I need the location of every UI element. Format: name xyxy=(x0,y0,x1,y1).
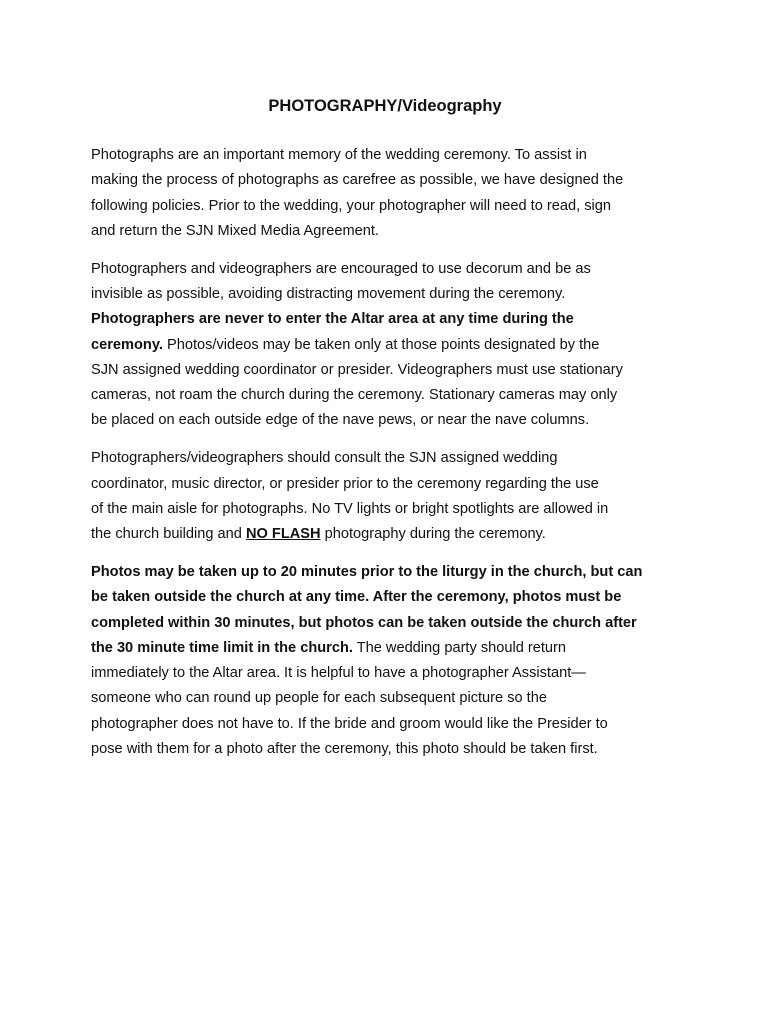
text-run: Photographers/videographers should consult the SJN assigned wedding xyxy=(91,450,558,467)
text-run: making the process of photographs as carefree as possible, we have designed the xyxy=(91,172,624,189)
bold-text: be taken outside the church at any time. After the ceremony, photos must be xyxy=(91,589,622,606)
text-run: Photos/videos may be taken only at those points designated by the xyxy=(162,336,600,353)
text-run: SJN assigned wedding coordinator or presider. Videographers must use stationary xyxy=(91,361,623,378)
text-line xyxy=(91,333,691,358)
text-line xyxy=(91,661,691,686)
bold-text: Photographers are never to enter the Altar area at any time during the xyxy=(91,311,574,328)
text-run: of the main aisle for photographs. No TV lights or bright spotlights are allowed in xyxy=(91,500,609,517)
text-run: pose with them for a photo after the ceremony, this photo should be taken first. xyxy=(91,741,598,758)
text-line xyxy=(91,686,691,711)
text-line xyxy=(91,446,691,471)
text-line xyxy=(91,522,691,547)
bold-text: the 30 minute time limit in the church. xyxy=(91,639,353,656)
text-line xyxy=(91,472,691,497)
text-line xyxy=(91,712,691,737)
text-line xyxy=(91,358,691,383)
text-run: invisible as possible, avoiding distracting movement during the ceremony. xyxy=(91,285,566,302)
text-line xyxy=(91,408,691,433)
paragraph xyxy=(91,143,691,244)
document-title: PHOTOGRAPHY/Videography xyxy=(268,97,502,115)
bold-text: completed within 30 minutes, but photos can be taken outside the church after xyxy=(91,614,637,631)
text-run: The wedding party should return xyxy=(352,639,567,656)
paragraph xyxy=(91,257,691,434)
text-line xyxy=(91,282,691,307)
document-body xyxy=(91,143,691,775)
text-run: Photographs are an important memory of the wedding ceremony. To assist in xyxy=(91,147,587,163)
text-run: the church building and xyxy=(91,526,246,543)
text-run: photographer does not have to. If the bride and groom would like the Presider to xyxy=(91,715,608,732)
text-run: and return the SJN Mixed Media Agreement. xyxy=(91,222,379,239)
text-run: following policies. Prior to the wedding, your photographer will need to read, sign xyxy=(91,197,612,214)
text-line xyxy=(91,257,691,282)
text-run: immediately to the Altar area. It is helpful to have a photographer Assistant— xyxy=(91,665,586,682)
text-line xyxy=(91,143,691,168)
text-line xyxy=(91,611,691,636)
text-line xyxy=(91,585,691,610)
text-line xyxy=(91,168,691,193)
text-line xyxy=(91,219,691,244)
text-run: coordinator, music director, or presider prior to the ceremony regarding the use xyxy=(91,475,599,492)
paragraph xyxy=(91,446,691,547)
text-line xyxy=(91,560,691,585)
bold-text: Photos may be taken up to 20 minutes prior to the liturgy in the church, but can xyxy=(91,563,643,580)
text-line xyxy=(91,307,691,332)
emphasis-text: NO FLASH xyxy=(245,526,321,543)
text-run: photography during the ceremony. xyxy=(320,526,546,543)
text-run: someone who can round up people for each subsequent picture so the xyxy=(91,690,547,707)
text-line xyxy=(91,383,691,408)
text-run: be placed on each outside edge of the nave pews, or near the nave columns. xyxy=(91,412,590,429)
text-line xyxy=(91,636,691,661)
text-line xyxy=(91,194,691,219)
text-line xyxy=(91,497,691,522)
paragraph xyxy=(91,560,691,762)
text-line xyxy=(91,737,691,762)
bold-text: ceremony. xyxy=(91,336,163,353)
text-run: Photographers and videographers are encouraged to use decorum and be as xyxy=(91,260,591,277)
text-run: cameras, not roam the church during the ceremony. Stationary cameras may only xyxy=(91,387,618,404)
